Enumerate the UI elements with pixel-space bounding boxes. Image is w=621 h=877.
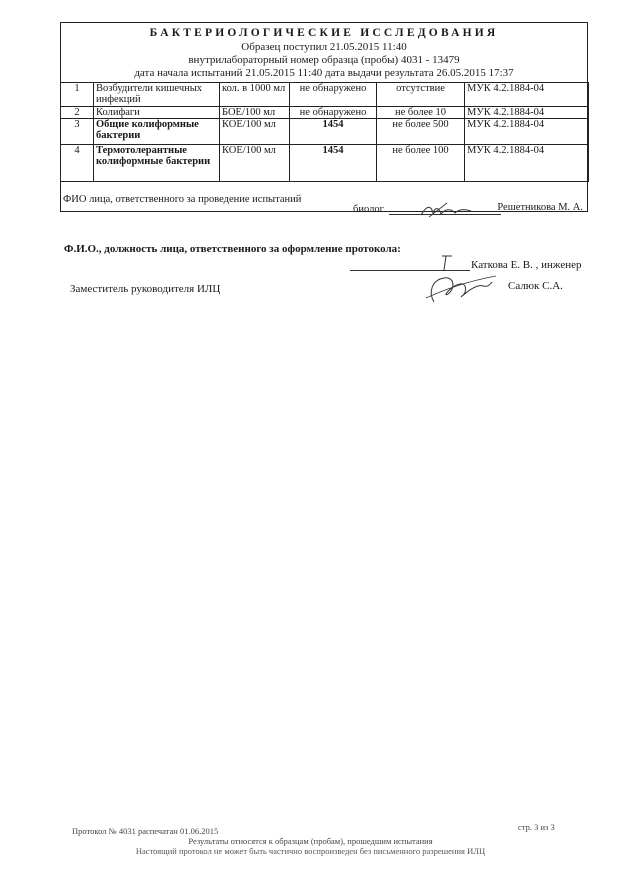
table-row [61,107,589,119]
footer-note: Результаты относятся к образцам (пробам), прошедшим испытания [188,836,433,846]
footer-page-number: стр. 3 из 3 [518,822,555,832]
deputy-label: Заместитель руководителя ИЛЦ [70,283,221,295]
sample-received: Образец поступил 21.05.2015 11:40 [241,41,407,53]
unit-cell: кол. в 1000 мл [220,83,290,107]
row-number: 3 [61,119,94,145]
protocol-responsible-label: Ф.И.О., должность лица, ответственного за оформление протокола: [64,243,401,255]
row-number: 2 [61,107,94,119]
norm-cell: не более 10 [377,107,465,119]
table-row [61,145,589,182]
norm-cell: не более 500 [377,119,465,145]
norm-cell: отсутствие [377,83,465,107]
indicator-cell: Возбудители кишечных инфекций [94,83,220,107]
table-row [61,83,589,107]
responsible-name: Решетникова М. А. [497,202,583,213]
method-cell: МУК 4.2.1884-04 [465,107,589,119]
test-dates: дата начала испытаний 21.05.2015 11:40 дата выдачи результата 26.05.2015 17:37 [134,67,514,79]
unit-cell: КОЕ/100 мл [220,145,290,182]
result-cell: не обнаружено [290,83,377,107]
bacteriology-section [60,22,588,215]
footer-disclaimer: Настоящий протокол не может быть частично воспроизведен без письменного разрешения ИЛЦ [135,846,486,856]
handwritten-signature [414,252,504,308]
method-cell: МУК 4.2.1884-04 [465,119,589,145]
section-title: БАКТЕРИОЛОГИЧЕСКИЕ ИССЛЕДОВАНИЯ [149,27,499,39]
result-cell: 1454 [290,145,377,182]
result-cell: 1454 [290,119,377,145]
indicator-cell: Колифаги [94,107,220,119]
method-cell: МУК 4.2.1884-04 [465,83,589,107]
row-number: 1 [61,83,94,107]
deputy-name: Салюк С.А. [508,280,563,292]
table-row [61,119,589,145]
footer-printed: Протокол № 4031 распечатан 01.06.2015 [72,826,219,836]
responsible-position: биолог [353,204,384,215]
internal-number: внутрилабораторный номер образца (пробы) 4031 - 13479 [188,54,460,66]
method-cell: МУК 4.2.1884-04 [465,145,589,182]
responsible-label: ФИО лица, ответственного за проведение испытаний [63,194,302,205]
indicator-cell: Общие колиформные бактерии [94,119,220,145]
protocol-responsible-name: Каткова Е. В. , инженер [471,259,582,271]
unit-cell: КОЕ/100 мл [220,119,290,145]
row-number: 4 [61,145,94,182]
unit-cell: БОЕ/100 мл [220,107,290,119]
norm-cell: не более 100 [377,145,465,182]
indicator-cell: Термотолерантные колиформные бактерии [94,145,220,182]
result-cell: не обнаружено [290,107,377,119]
results-table [60,82,589,182]
handwritten-signature [417,199,477,221]
